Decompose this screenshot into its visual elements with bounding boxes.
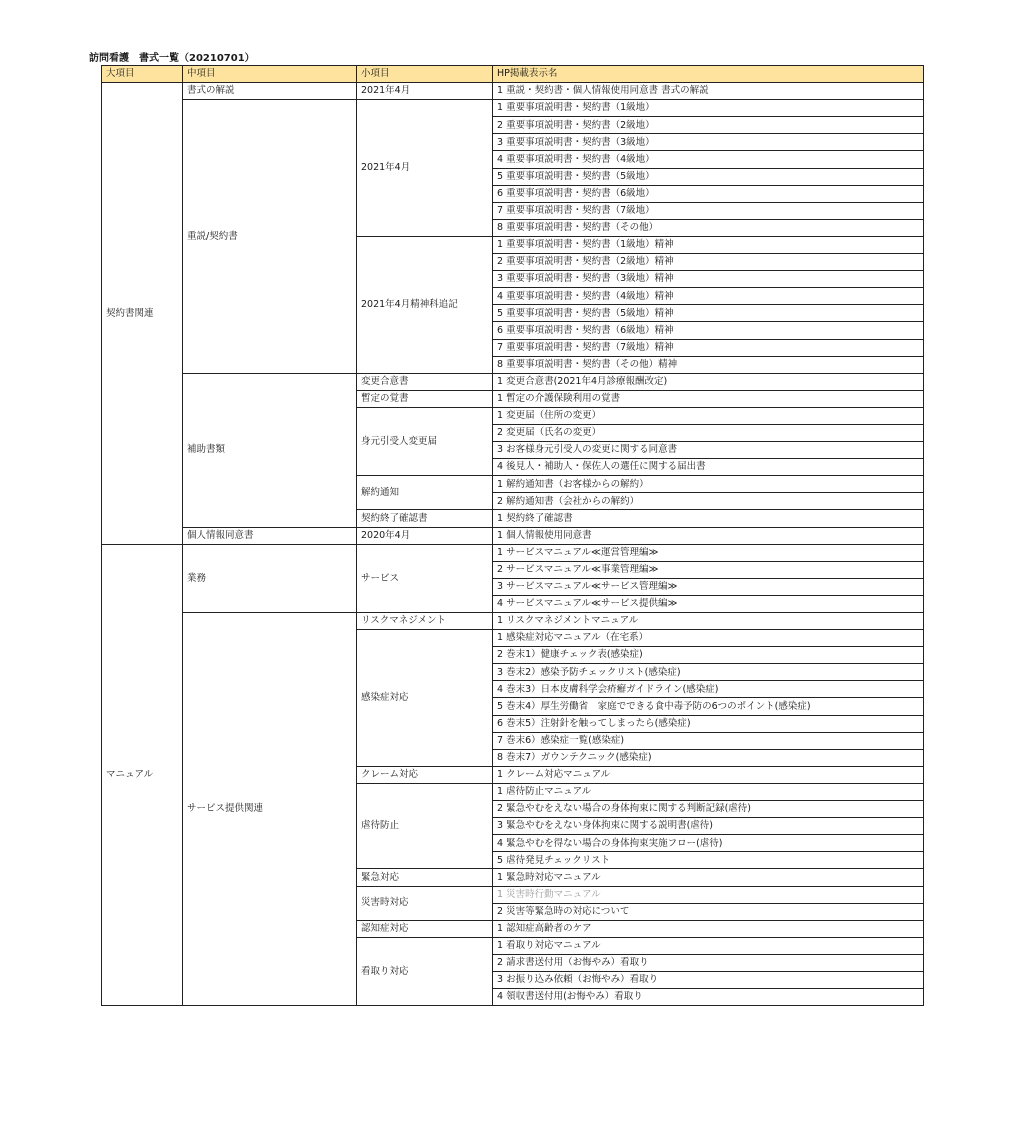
small-category-cell: 契約終了確認書 <box>357 510 493 527</box>
middle-category-cell: サービス提供関連 <box>183 613 357 1006</box>
display-name-cell: 1 契約終了確認書 <box>493 510 924 527</box>
display-name-cell: 6 重要事項説明書・契約書（6級地）精神 <box>493 322 924 339</box>
display-name-cell: 1 クレーム対応マニュアル <box>493 766 924 783</box>
display-name-cell: 4 領収書送付用(お悔やみ）看取り <box>493 989 924 1006</box>
display-name-cell: 1 暫定の介護保険利用の覚書 <box>493 390 924 407</box>
document-title: 訪問看護 書式一覧（20210701） <box>89 53 255 64</box>
display-name-cell: 7 巻末6）感染症一覧(感染症) <box>493 732 924 749</box>
display-name-cell: 2 緊急やむをえない場合の身体拘束に関する判断記録(虐待) <box>493 801 924 818</box>
display-name-cell: 1 感染症対応マニュアル（在宅系） <box>493 630 924 647</box>
small-category-cell: 変更合意書 <box>357 373 493 390</box>
display-name-cell: 5 虐待発見チェックリスト <box>493 852 924 869</box>
middle-category-cell: 重説/契約書 <box>183 100 357 374</box>
display-name-cell: 2 重要事項説明書・契約書（2級地） <box>493 117 924 134</box>
header-major-category: 大項目 <box>102 66 183 83</box>
small-category-cell: 虐待防止 <box>357 783 493 868</box>
middle-category-cell: 業務 <box>183 544 357 612</box>
display-name-cell: 4 後見人・補助人・保佐人の選任に関する届出書 <box>493 459 924 476</box>
header-small-category: 小項目 <box>357 66 493 83</box>
table-row <box>102 83 924 100</box>
display-name-cell: 1 重説・契約書・個人情報使用同意書 書式の解説 <box>493 83 924 100</box>
display-name-cell: 5 重要事項説明書・契約書（5級地） <box>493 168 924 185</box>
small-category-cell: サービス <box>357 544 493 612</box>
display-name-cell: 8 巻末7）ガウンテクニック(感染症) <box>493 749 924 766</box>
small-category-cell: 緊急対応 <box>357 869 493 886</box>
major-category-cell: マニュアル <box>102 544 183 1006</box>
small-category-cell: 2021年4月 <box>357 83 493 100</box>
table-row <box>102 613 924 630</box>
middle-category-cell: 書式の解説 <box>183 83 357 100</box>
display-name-cell: 3 お客様身元引受人の変更に関する同意書 <box>493 442 924 459</box>
display-name-cell: 6 重要事項説明書・契約書（6級地） <box>493 185 924 202</box>
table-row <box>102 527 924 544</box>
display-name-cell: 4 重要事項説明書・契約書（4級地） <box>493 151 924 168</box>
middle-category-cell: 個人情報同意書 <box>183 527 357 544</box>
small-category-cell: 感染症対応 <box>357 630 493 767</box>
display-name-cell: 4 巻末3）日本皮膚科学会疥癬ガイドライン(感染症) <box>493 681 924 698</box>
major-category-cell: 契約書関連 <box>102 83 183 545</box>
display-name-cell: 4 サービスマニュアル≪サービス提供編≫ <box>493 595 924 612</box>
header-middle-category: 中項目 <box>183 66 357 83</box>
small-category-cell: 認知症対応 <box>357 920 493 937</box>
display-name-cell: 2 重要事項説明書・契約書（2級地）精神 <box>493 254 924 271</box>
display-name-cell: 1 重要事項説明書・契約書（1級地）精神 <box>493 236 924 253</box>
display-name-cell: 6 巻末5）注射針を触ってしまったら(感染症) <box>493 715 924 732</box>
display-name-cell: 7 重要事項説明書・契約書（7級地）精神 <box>493 339 924 356</box>
display-name-cell: 2 解約通知書（会社からの解約） <box>493 493 924 510</box>
display-name-cell: 1 サービスマニュアル≪運営管理編≫ <box>493 544 924 561</box>
display-name-cell: 3 緊急やむをえない身体拘束に関する説明書(虐待) <box>493 818 924 835</box>
display-name-cell: 1 変更届（住所の変更） <box>493 407 924 424</box>
display-name-cell: 3 お振り込み依頼（お悔やみ）看取り <box>493 971 924 988</box>
table-row <box>102 100 924 117</box>
small-category-cell: 2020年4月 <box>357 527 493 544</box>
display-name-cell: 3 サービスマニュアル≪サービス管理編≫ <box>493 578 924 595</box>
display-name-cell: 8 重要事項説明書・契約書（その他） <box>493 219 924 236</box>
display-name-cell: 2 サービスマニュアル≪事業管理編≫ <box>493 561 924 578</box>
display-name-cell: 2 変更届（氏名の変更） <box>493 424 924 441</box>
display-name-cell: 3 巻末2）感染予防チェックリスト(感染症) <box>493 664 924 681</box>
display-name-cell: 4 緊急やむを得ない場合の身体拘束実施フロー(虐待) <box>493 835 924 852</box>
display-name-cell: 3 重要事項説明書・契約書（3級地） <box>493 134 924 151</box>
small-category-cell: 災害時対応 <box>357 886 493 920</box>
table-row <box>102 544 924 561</box>
display-name-cell: 1 個人情報使用同意書 <box>493 527 924 544</box>
small-category-cell: リスクマネジメント <box>357 613 493 630</box>
display-name-cell: 1 虐待防止マニュアル <box>493 783 924 800</box>
small-category-cell: 2021年4月精神科追記 <box>357 236 493 373</box>
small-category-cell: 暫定の覚書 <box>357 390 493 407</box>
display-name-cell: 2 災害等緊急時の対応について <box>493 903 924 920</box>
display-name-cell: 1 緊急時対応マニュアル <box>493 869 924 886</box>
display-name-cell: 5 重要事項説明書・契約書（5級地）精神 <box>493 305 924 322</box>
small-category-cell: クレーム対応 <box>357 766 493 783</box>
display-name-cell: 5 巻末4）厚生労働省 家庭でできる食中毒予防の6つのポイント(感染症) <box>493 698 924 715</box>
small-category-cell: 解約通知 <box>357 476 493 510</box>
display-name-cell: 1 災害時行動マニュアル <box>493 886 924 903</box>
small-category-cell: 身元引受人変更届 <box>357 407 493 475</box>
table-row <box>102 373 924 390</box>
display-name-cell: 7 重要事項説明書・契約書（7級地） <box>493 202 924 219</box>
header-display-name: HP掲載表示名 <box>493 66 924 83</box>
forms-table <box>101 65 924 1006</box>
display-name-cell: 4 重要事項説明書・契約書（4級地）精神 <box>493 288 924 305</box>
display-name-cell: 1 変更合意書(2021年4月診療報酬改定) <box>493 373 924 390</box>
small-category-cell: 2021年4月 <box>357 100 493 237</box>
display-name-cell: 1 看取り対応マニュアル <box>493 937 924 954</box>
display-name-cell: 1 重要事項説明書・契約書（1級地） <box>493 100 924 117</box>
header-row <box>102 66 924 83</box>
display-name-cell: 1 リスクマネジメントマニュアル <box>493 613 924 630</box>
display-name-cell: 1 解約通知書（お客様からの解約） <box>493 476 924 493</box>
display-name-cell: 3 重要事項説明書・契約書（3級地）精神 <box>493 271 924 288</box>
display-name-cell: 1 認知症高齢者のケア <box>493 920 924 937</box>
middle-category-cell: 補助書類 <box>183 373 357 527</box>
small-category-cell: 看取り対応 <box>357 937 493 1005</box>
display-name-cell: 2 巻末1）健康チェック表(感染症) <box>493 647 924 664</box>
display-name-cell: 2 請求書送付用（お悔やみ）看取り <box>493 954 924 971</box>
display-name-cell: 8 重要事項説明書・契約書（その他）精神 <box>493 356 924 373</box>
